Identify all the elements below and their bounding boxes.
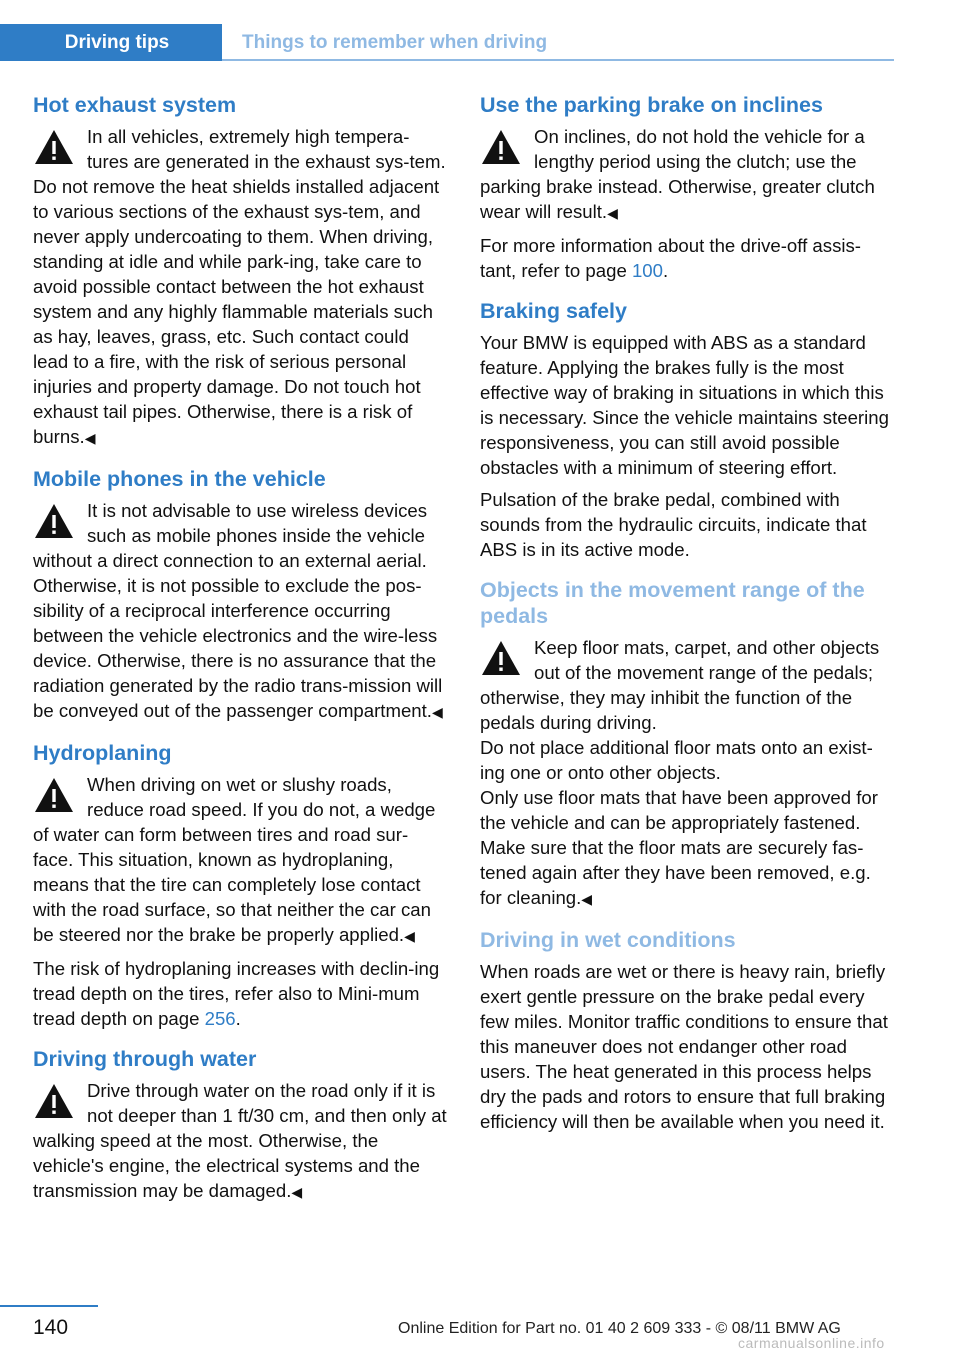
warning-line: Do not place additional floor mats onto an exist-ing one or onto other objects. xyxy=(480,737,873,783)
warning-block xyxy=(33,1078,447,1205)
note-text: For more information about the drive-off assis-tant, refer to page xyxy=(480,235,861,281)
end-mark: ◀ xyxy=(431,704,443,720)
warning-triangle-icon xyxy=(33,1081,75,1121)
right-column xyxy=(480,92,894,1149)
section-wet-conditions xyxy=(480,927,894,1134)
edition-text: Online Edition for Part no. 01 40 2 609 333 - © 08/11 BMW AG xyxy=(398,1320,841,1337)
warning-block xyxy=(33,498,447,725)
section-title: Objects in the movement range of the pedals xyxy=(480,578,865,628)
section-title: Driving through water xyxy=(33,1047,257,1071)
warning-triangle-icon xyxy=(480,127,522,167)
section-title: Hot exhaust system xyxy=(33,93,237,117)
page-link-256[interactable]: 256 xyxy=(204,1008,236,1029)
section-title: Mobile phones in the vehicle xyxy=(33,467,326,491)
warning-text: It is not advisable to use wireless devices such as mobile phones inside the vehicle without a direct connection to an external aerial. Otherwise, it is not possible to exclude the pos-sibility of a reciprocal interference occurring between the vehicle electronics and the wire-less device. Otherwise, there is no assurance that the radiation generated by the radio trans-mission will be conveyed out of the passenger compartment. xyxy=(33,500,443,721)
paragraph: When roads are wet or there is heavy rain, briefly exert gentle pressure on the brake pedal every few miles. Monitor traffic conditions to ensure that this maneuver does not endanger other road users. The heat generated in this process helps dry the pads and rotors to ensure that full braking efficiency will then be available when you need it. xyxy=(480,961,888,1132)
warning-triangle-icon xyxy=(33,501,75,541)
hydroplaning-note xyxy=(33,956,447,1031)
footer-rule xyxy=(0,1305,98,1307)
incline-note xyxy=(480,233,894,283)
section-driving-through-water xyxy=(33,1046,447,1205)
section-mobile-phones xyxy=(33,466,447,725)
page-header xyxy=(0,24,894,62)
end-mark: ◀ xyxy=(291,1184,303,1200)
watermark: carmanualsonline.info xyxy=(738,1335,885,1351)
left-column xyxy=(33,92,447,1220)
warning-triangle-icon xyxy=(33,127,75,167)
warning-text: In all vehicles, extremely high tempera-tures are generated in the exhaust sys-tem. Do not remove the heat shields installed adjacent to various sections of the exhaust sys-tem, and never apply undercoating to them. When driving, standing at idle and while park-ing, take care to avoid possible contact between the hot exhaust system and any highly flammable materials such as hay, leaves, grass, etc. Such contact could lead to a fire, with the risk of serious personal injuries and property damage. Do not touch hot exhaust tail pipes. Otherwise, there is a risk of burns. xyxy=(33,126,446,447)
section-hydroplaning xyxy=(33,740,447,1031)
warning-text: On inclines, do not hold the vehicle for a lengthy period using the clutch; use the parking brake instead. Otherwise, greater clutch wear will result. xyxy=(480,126,875,222)
section-title: Braking safely xyxy=(480,299,627,323)
page-link-100[interactable]: 100 xyxy=(631,260,663,281)
section-hot-exhaust xyxy=(33,92,447,451)
section-pedal-objects xyxy=(480,577,894,912)
warning-line: Keep floor mats, carpet, and other objects out of the movement range of the pedals; otherwise, they may inhibit the function of the pedals during driving. xyxy=(480,637,880,733)
header-rule xyxy=(222,59,894,61)
end-mark: ◀ xyxy=(84,430,96,446)
paragraph: Pulsation of the brake pedal, combined with sounds from the hydraulic circuits, indicate that ABS is in its active mode. xyxy=(480,489,867,560)
section-tab: Driving tips xyxy=(0,24,222,61)
warning-block xyxy=(480,124,894,226)
warning-text: Drive through water on the road only if it is not deeper than 1 ft/30 cm, and then only at walking speed at the most. Otherwise, the vehicle's engine, the electrical systems and the transmission may be damaged. xyxy=(33,1080,447,1201)
warning-triangle-icon xyxy=(480,638,522,678)
end-mark: ◀ xyxy=(607,205,618,221)
note-text: The risk of hydroplaning increases with declin-ing tread depth on the tires, refer also to Mini-mum tread depth on page xyxy=(33,958,440,1029)
subsection-title: Things to remember when driving xyxy=(242,31,548,53)
warning-block xyxy=(33,772,447,949)
note-period: . xyxy=(662,260,669,281)
page-number: 140 xyxy=(33,1316,69,1339)
warning-triangle-icon xyxy=(33,775,75,815)
warning-block xyxy=(33,124,447,451)
section-title: Driving in wet conditions xyxy=(480,928,736,952)
paragraph: Your BMW is equipped with ABS as a standard feature. Applying the brakes fully is the most effective way of braking in situations in which this is necessary. Since the vehicle maintains steering responsiveness, you can still avoid possible obstacles with a minimum of steering effort. xyxy=(480,332,889,478)
note-period: . xyxy=(235,1008,241,1029)
section-braking-safely xyxy=(480,298,894,562)
end-mark: ◀ xyxy=(581,891,593,907)
warning-text: When driving on wet or slushy roads, reduce road speed. If you do not, a wedge of water can form between tires and road sur-face. This situation, known as hydroplaning, means that the tire can completely lose contact with the road surface, so that neither the car can be steered nor the brake be properly applied. xyxy=(33,774,436,945)
section-parking-brake-inclines xyxy=(480,92,894,283)
warning-line: Only use floor mats that have been approved for the vehicle and can be appropriately fastened. xyxy=(480,787,878,833)
section-title: Hydroplaning xyxy=(33,741,172,765)
end-mark: ◀ xyxy=(404,928,415,944)
warning-line: Make sure that the floor mats are securely fas-tened again after they have been removed, e.g. for cleaning. xyxy=(480,837,871,908)
section-title: Use the parking brake on inclines xyxy=(480,93,823,117)
warning-block xyxy=(480,635,894,912)
